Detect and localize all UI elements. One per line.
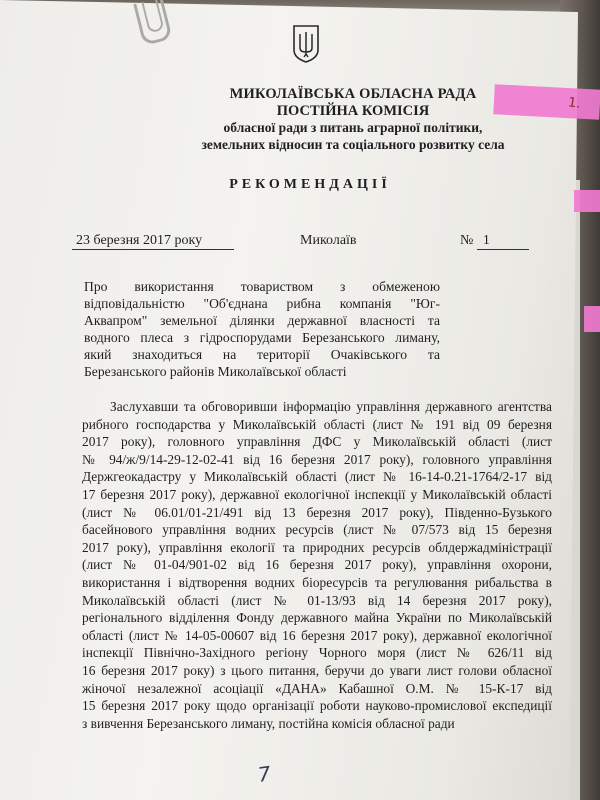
document-number-value: 1 [477,233,529,250]
subject-line: Березанського районів Миколаївської області [84,364,347,379]
document-subject [84,278,440,380]
body-line: 2017 року), головного управління ДФС у Миколаївській області (лист [82,434,552,450]
body-line: регіонального відділення Фонду державного майна України по Миколаївській [82,610,552,626]
body-line: басейнового управління водних ресурсів (лист № 07/573 від 15 березня [82,522,552,538]
subject-line: який знаходиться на території Очаківського та [84,347,440,362]
body-line: Миколаївській області (лист № 01-13/93 від 14 березня 2017 року), [82,592,552,608]
body-line: використання і відтворення водних біоресурсів та регулювання рибальства в [82,574,552,590]
body-line: 15 березня 2017 року щодо організації роботи науково-промислової експедиції [82,698,552,714]
document-type-title: РЕКОМЕНДАЦІЇ [229,177,391,192]
body-line: (лист № 06.01/01-21/491 від 13 березня 2017 року), Південно-Бузького [82,504,552,520]
document-date: 23 березня 2017 року [72,233,234,250]
committee-description-line: земельних відносин та соціального розвитку села [201,137,505,152]
handwritten-page-number: 7 [256,761,273,787]
committee-title: ПОСТІЙНА КОМІСІЯ [276,103,430,119]
subject-line: водного плеса з гідроспорудами Березанського лиману, [84,330,440,345]
subject-line: Про використання товариством з обмеженою [84,279,440,294]
body-line: (лист № 01-04/901-02 від 16 березня 2017 року), управління охорони, [82,557,552,573]
subject-line: відповідальністю "Об'єднана рибна компанія "Юг- [84,296,440,311]
trident-coat-of-arms-icon [292,24,320,64]
body-line: області (лист № 14-05-00607 від 16 березня 2017 року), державної екологічної [82,627,552,643]
document-body [82,398,552,732]
body-line: Держгеокадастру у Миколаївській області (лист № 16-14-0.21-1764/2-17 від [82,469,552,485]
committee-description-line: обласної ради з питань аграрної політики, [223,120,483,135]
body-line: 16 березня 2017 року) з цього питання, беручи до уваги лист голови обласної [82,662,552,678]
sticky-note-mark: 1. [567,95,582,112]
body-line: інспекції Північно-Західного регіону Чорного моря (лист № 626/11 від [82,645,552,661]
body-line: жіночої незалежної асоціації «ДАНА» Кабашної О.М. № 15-К-17 від [82,680,552,696]
subject-line: Аквапром" земельної ділянки державної власності та [84,313,440,328]
document-city: Миколаїв [300,233,357,248]
body-line: 2017 року), управління екології та природних ресурсів облдержадміністрації [82,539,552,555]
body-line: Заслухавши та обговоривши інформацію управління державного агентства [110,399,552,414]
body-line: № 94/ж/9/14-29-12-02-41 від 16 березня 2017 року), головного управління [82,451,552,467]
council-title: МИКОЛАЇВСЬКА ОБЛАСНА РАДА [229,86,477,102]
sticky-note-tab [574,190,600,212]
body-line: з вивчення Березанського лиману, постійна комісія обласної ради [82,715,455,731]
body-line: 17 березня 2017 року), державної екологічної інспекції у Миколаївській області [82,486,552,502]
sticky-note-tab [584,306,600,332]
document-number-label: № [460,233,474,248]
body-line: рибного господарства у Миколаївській області (лист № 191 від 09 березня [82,416,552,432]
document-number [460,233,529,250]
